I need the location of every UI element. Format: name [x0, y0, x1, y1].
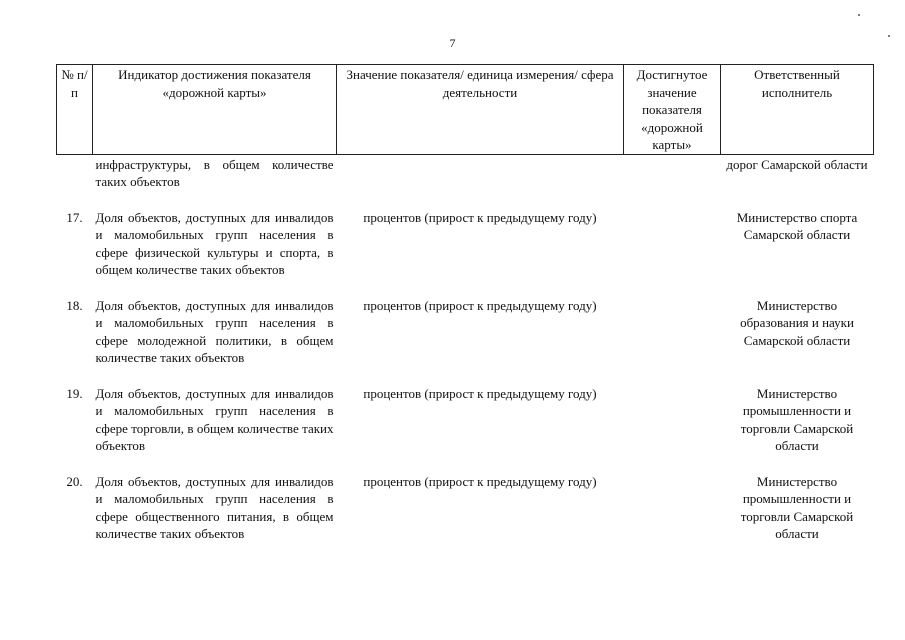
header-achieved: Достигнутое значение показателя «дорожной карты» [624, 65, 721, 155]
table-row [57, 279, 874, 367]
achieved-cell [624, 279, 721, 367]
row-number-cell: 18. [66, 297, 83, 313]
indicator-cell: Доля объектов, доступных для инвалидов и маломобильных групп населения в сфере общественного питания, в общем количестве таких объектов [95, 473, 334, 541]
value-cell: процентов (прирост к предыдущему году) [363, 209, 597, 225]
scan-speck [888, 35, 890, 37]
row-number-cell: 20. [66, 473, 83, 489]
value-cell: процентов (прирост к предыдущему году) [363, 297, 597, 313]
indicator-cell: Доля объектов, доступных для инвалидов и маломобильных групп населения в сфере физической культуры и спорта, в общем количестве таких объектов [95, 209, 334, 277]
indicator-cell: инфраструктуры, в общем количестве таких объектов [95, 156, 334, 189]
achieved-cell [624, 455, 721, 543]
indicator-cell: Доля объектов, доступных для инвалидов и маломобильных групп населения в сфере торговли, в общем количестве таких объектов [95, 385, 334, 453]
header-indicator: Индикатор достижения показателя «дорожной карты» [93, 65, 337, 155]
value-cell: процентов (прирост к предыдущему году) [363, 385, 597, 401]
row-number-cell: 19. [66, 385, 83, 401]
scan-speck [858, 14, 860, 16]
achieved-cell [624, 191, 721, 279]
header-value: Значение показателя/ единица измерения/ сфера деятельности [337, 65, 624, 155]
roadmap-indicators-table [56, 64, 874, 543]
responsible-cell: Министерство промышленности и торговли Самарской области [740, 385, 854, 453]
row-number-cell: 17. [66, 209, 83, 225]
table-row [57, 367, 874, 455]
table-header-row [57, 65, 874, 155]
table-row [57, 191, 874, 279]
header-responsible: Ответственный исполнитель [721, 65, 874, 155]
value-cell: процентов (прирост к предыдущему году) [363, 473, 597, 489]
achieved-cell [624, 367, 721, 455]
responsible-cell: Министерство промышленности и торговли Самарской области [740, 473, 854, 541]
page-number: 7 [449, 36, 456, 50]
responsible-cell: дорог Самарской области [726, 156, 868, 172]
table-row-continuation [57, 154, 874, 191]
responsible-cell: Министерство образования и науки Самарской области [740, 297, 854, 348]
responsible-cell: Министерство спорта Самарской области [736, 209, 858, 242]
header-num: № п/п [57, 65, 93, 155]
indicator-cell: Доля объектов, доступных для инвалидов и маломобильных групп населения в сфере молодежной политики, в общем количестве таких объектов [95, 297, 334, 365]
table-row [57, 455, 874, 543]
